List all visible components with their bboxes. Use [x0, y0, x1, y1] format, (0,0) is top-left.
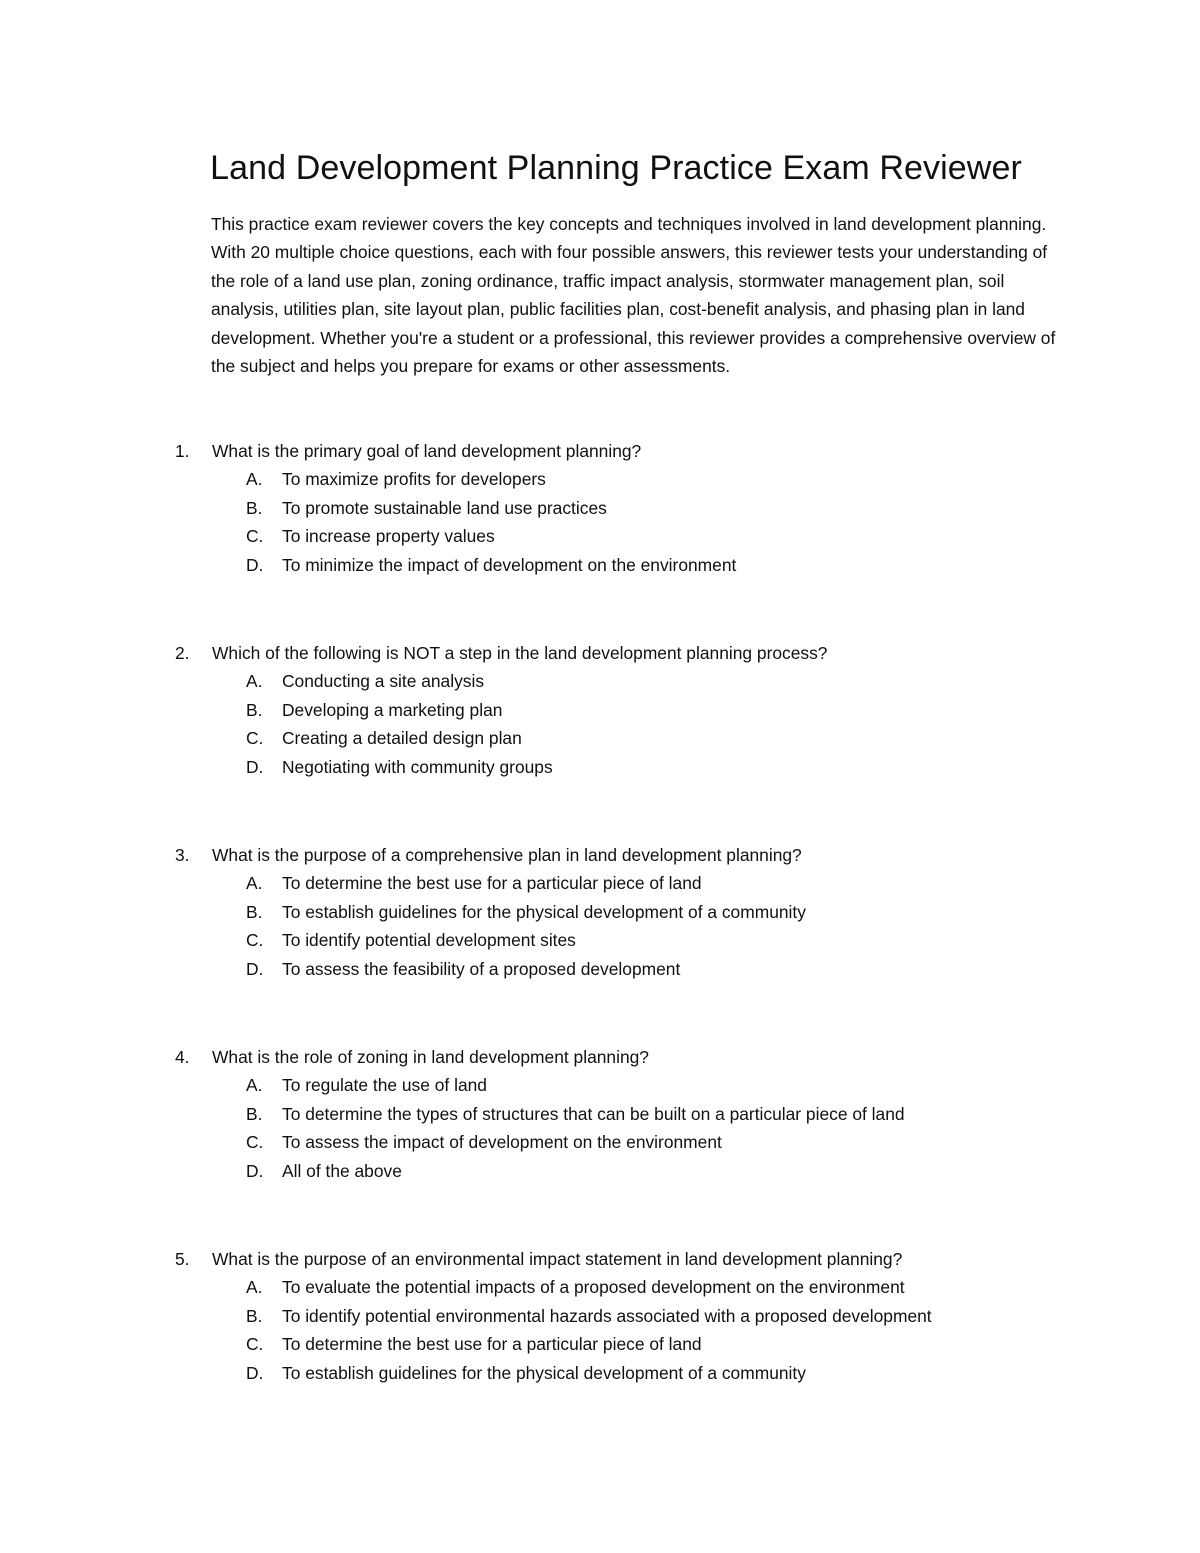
option-list [0, 869, 1200, 983]
option-b [0, 1302, 1200, 1330]
option-letter: C. [246, 526, 264, 547]
option-d [0, 1157, 1200, 1185]
question-number: 4. [175, 1047, 190, 1067]
option-letter: C. [246, 728, 264, 749]
option-text: To maximize profits for developers [282, 469, 546, 490]
question-number: 5. [175, 1249, 190, 1269]
option-letter: B. [246, 1305, 263, 1326]
option-text: To establish guidelines for the physical development of a community [282, 1362, 806, 1383]
option-text: Creating a detailed design plan [282, 728, 522, 749]
option-b [0, 696, 1200, 724]
option-letter: B. [246, 901, 263, 922]
option-d [0, 1359, 1200, 1387]
option-b [0, 1100, 1200, 1128]
option-letter: D. [246, 958, 264, 979]
option-text: To increase property values [282, 526, 495, 547]
page-title: Land Development Planning Practice Exam Reviewer [210, 149, 1022, 187]
option-d [0, 955, 1200, 983]
option-text: To promote sustainable land use practices [282, 497, 607, 518]
option-letter: D. [246, 1362, 264, 1383]
option-letter: A. [246, 671, 263, 692]
option-letter: A. [246, 1277, 263, 1298]
option-letter: B. [246, 699, 263, 720]
question-number: 1. [175, 441, 190, 461]
option-text: To identify potential development sites [282, 930, 576, 951]
question-number: 2. [175, 643, 190, 663]
option-text: To identify potential environmental hazards associated with a proposed development [282, 1305, 932, 1326]
question-text: Which of the following is NOT a step in the land development planning process? [212, 643, 828, 663]
option-a [0, 465, 1200, 493]
option-a [0, 1273, 1200, 1301]
option-c [0, 1128, 1200, 1156]
option-letter: C. [246, 1334, 264, 1355]
option-letter: A. [246, 469, 263, 490]
option-text: To assess the feasibility of a proposed development [282, 958, 681, 979]
option-text: Negotiating with community groups [282, 756, 553, 777]
option-text: All of the above [282, 1160, 402, 1181]
option-letter: D. [246, 756, 264, 777]
option-c [0, 724, 1200, 752]
option-a [0, 1071, 1200, 1099]
option-d [0, 551, 1200, 579]
question-number: 3. [175, 845, 190, 865]
option-letter: B. [246, 497, 263, 518]
option-c [0, 522, 1200, 550]
option-letter: D. [246, 1160, 264, 1181]
question-2 [0, 639, 1200, 841]
option-letter: A. [246, 873, 263, 894]
option-text: To minimize the impact of development on the environment [282, 554, 737, 575]
question-text: What is the primary goal of land development planning? [212, 441, 642, 461]
question-text: What is the purpose of a comprehensive plan in land development planning? [212, 845, 802, 865]
option-b [0, 494, 1200, 522]
question-text: What is the purpose of an environmental impact statement in land development planning? [212, 1249, 903, 1269]
option-letter: C. [246, 1132, 264, 1153]
question-3 [0, 841, 1200, 1043]
option-d [0, 753, 1200, 781]
option-list [0, 1273, 1200, 1387]
option-b [0, 898, 1200, 926]
option-a [0, 869, 1200, 897]
option-letter: A. [246, 1075, 263, 1096]
option-text: To determine the types of structures that can be built on a particular piece of land [282, 1103, 905, 1124]
option-a [0, 667, 1200, 695]
option-letter: D. [246, 554, 264, 575]
option-text: To establish guidelines for the physical development of a community [282, 901, 806, 922]
intro-paragraph: This practice exam reviewer covers the key concepts and techniques involved in land development planning. With 20 multiple choice questions, each with four possible answers, this reviewer tests your understanding of the role of a land use plan, zoning ordinance, traffic impact analysis, stormwater management plan, soil analysis, utilities plan, site layout plan, public facilities plan, cost-benefit analysis, and phasing plan in land development. Whether you're a student or a professional, this reviewer provides a comprehensive overview of the subject and helps you prepare for exams or other assessments. [211, 214, 1056, 377]
question-4 [0, 1043, 1200, 1245]
option-list [0, 667, 1200, 781]
option-list [0, 1071, 1200, 1185]
option-text: Developing a marketing plan [282, 699, 503, 720]
option-text: Conducting a site analysis [282, 671, 485, 692]
question-text: What is the role of zoning in land development planning? [212, 1047, 649, 1067]
question-1 [0, 437, 1200, 639]
option-text: To evaluate the potential impacts of a proposed development on the environment [282, 1277, 905, 1298]
question-list [0, 437, 1200, 1447]
option-text: To determine the best use for a particular piece of land [282, 1334, 702, 1355]
question-5 [0, 1245, 1200, 1447]
option-c [0, 1330, 1200, 1358]
option-c [0, 926, 1200, 954]
option-list [0, 465, 1200, 579]
option-text: To determine the best use for a particular piece of land [282, 873, 702, 894]
option-letter: B. [246, 1103, 263, 1124]
option-letter: C. [246, 930, 264, 951]
option-text: To regulate the use of land [282, 1075, 487, 1096]
option-text: To assess the impact of development on the environment [282, 1132, 722, 1153]
